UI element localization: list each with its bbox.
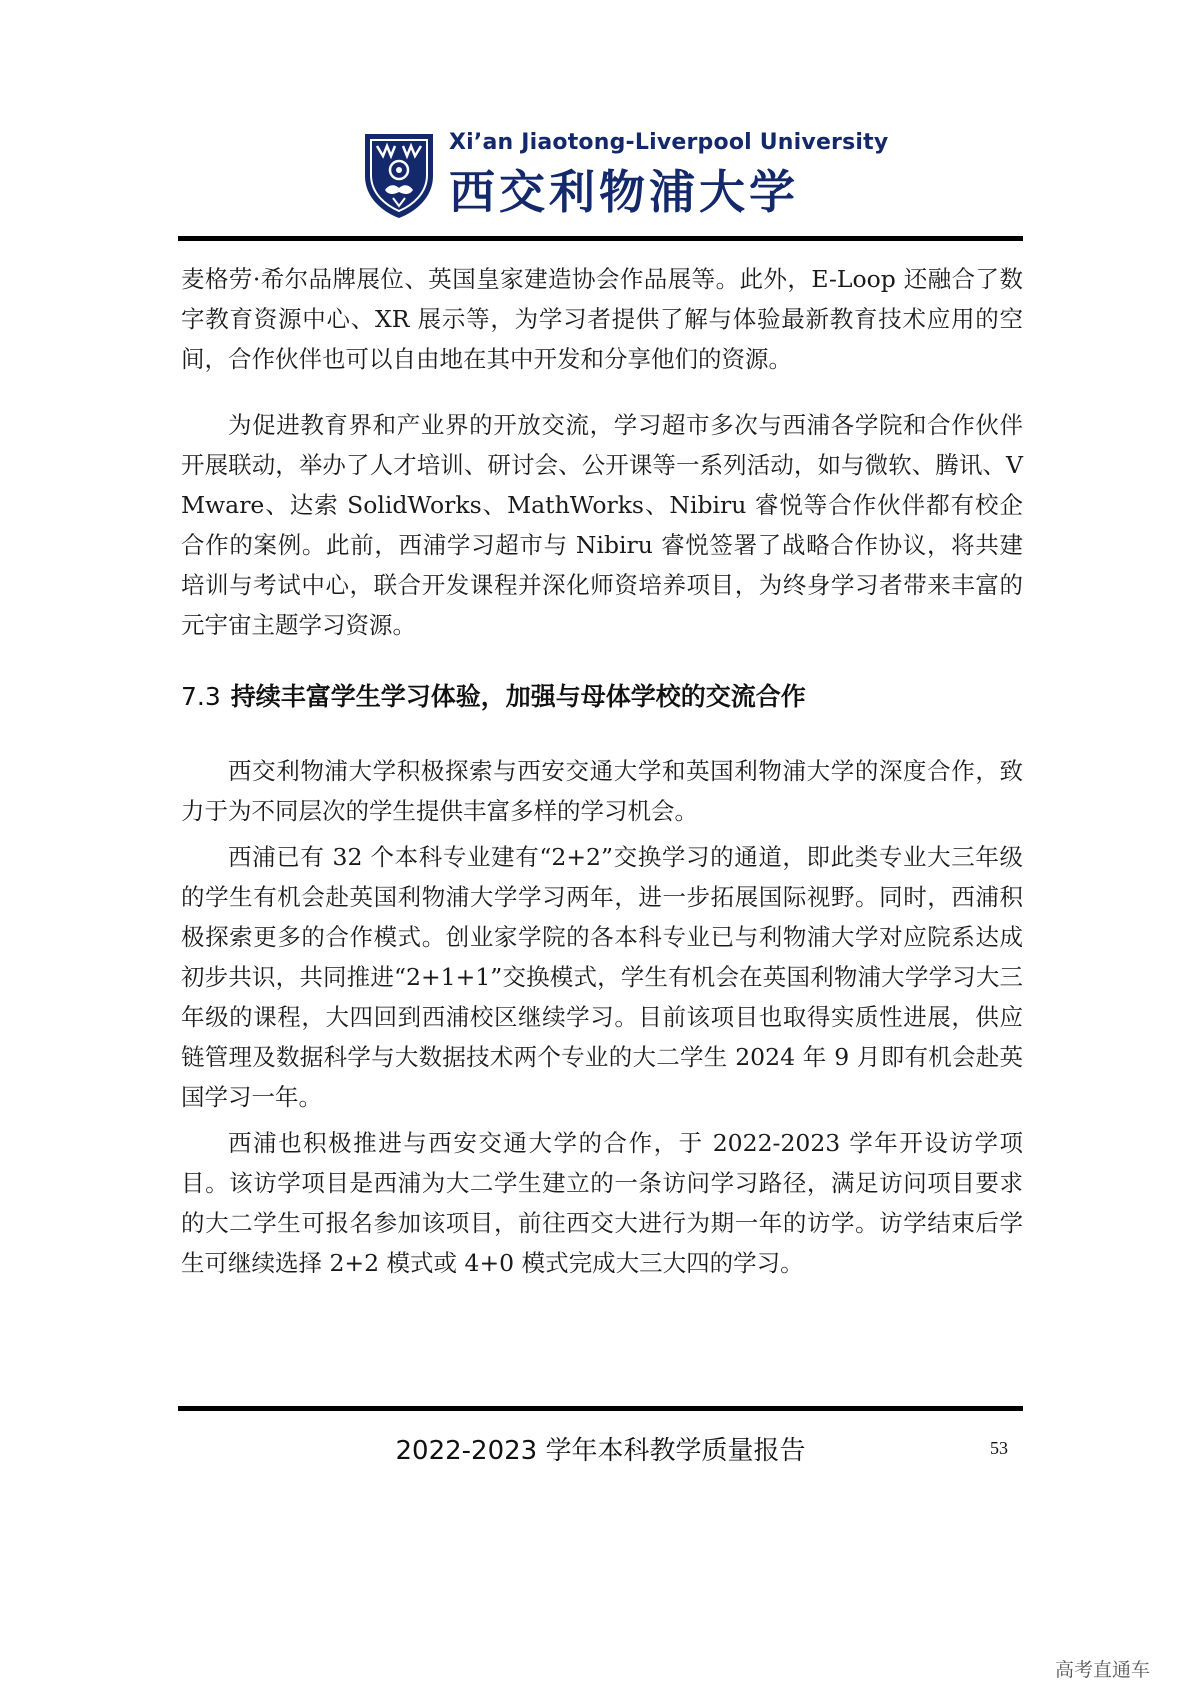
watermark: 高考直通车 [1055, 1659, 1151, 1681]
header-rule [178, 236, 1023, 241]
university-name-english: Xi’an Jiaotong-Liverpool University [449, 130, 889, 155]
paragraph-cooperation-intro: 西交利物浦大学积极探索与西安交通大学和英国利物浦大学的深度合作，致力于为不同层次的学生提供丰富多样的学习机会。 [181, 757, 1023, 825]
paragraph-exchange-programs: 西浦已有 32 个本科专业建有“2+2”交换学习的通道，即此类专业大三年级的学生有机会赴英国利物浦大学学习两年，进一步拓展国际视野。同时，西浦积极探索更多的合作模式。创业家学院的各本科专业已与利物浦大学对应院系达成初步共识，共同推进“2+1+1”交换模式，学生有机会在英国利物浦大学学习大三年级的课程，大四回到西浦校区继续学习。目前该项目也取得实质性进展，供应链管理及数据科学与大数据技术两个专业的大二学生 2024 年 9 月即有机会赴英国学习一年。 [181, 843, 1023, 1111]
page-number: 53 [990, 1438, 1008, 1458]
page-content [181, 259, 1023, 1283]
footer-rule [178, 1406, 1023, 1411]
university-name-chinese: 西交利物浦大学 [449, 165, 799, 219]
section-number: 7.3 [181, 682, 221, 711]
university-logo [363, 126, 893, 226]
section-title: 持续丰富学生学习体验，加强与母体学校的交流合作 [230, 682, 806, 711]
report-title: 2022-2023 学年本科教学质量报告 [395, 1436, 806, 1466]
section-heading [181, 677, 1023, 717]
paragraph-eloop-continued: 麦格劳·希尔品牌展位、英国皇家建造协会作品展等。此外，E-Loop 还融合了数字教育资源中心、XR 展示等，为学习者提供了解与体验最新教育技术应用的空间，合作伙伴也可以自由地在其中开发和分享他们的资源。 [181, 265, 1023, 373]
shield-crest-icon [363, 132, 435, 220]
paragraph-industry-exchange: 为促进教育界和产业界的开放交流，学习超市多次与西浦各学院和合作伙伴开展联动，举办了人才培训、研讨会、公开课等一系列活动，如与微软、腾讯、VMware、达索 SolidWorks、MathWorks、Nibiru 睿悦等合作伙伴都有校企合作的案例。此前，西浦学习超市与 Nibiru 睿悦签署了战略合作协议，将共建培训与考试中心，联合开发课程并深化师资培养项目，为终身学习者带来丰富的元宇宙主题学习资源。 [181, 411, 1023, 639]
page-header [178, 126, 1023, 240]
paragraph-visiting-program: 西浦也积极推进与西安交通大学的合作，于 2022-2023 学年开设访学项目。该访学项目是西浦为大二学生建立的一条访问学习路径，满足访问项目要求的大二学生可报名参加该项目，前往西交大进行为期一年的访学。访学结束后学生可继续选择 2+2 模式或 4+0 模式完成大三大四的学习。 [181, 1129, 1023, 1277]
